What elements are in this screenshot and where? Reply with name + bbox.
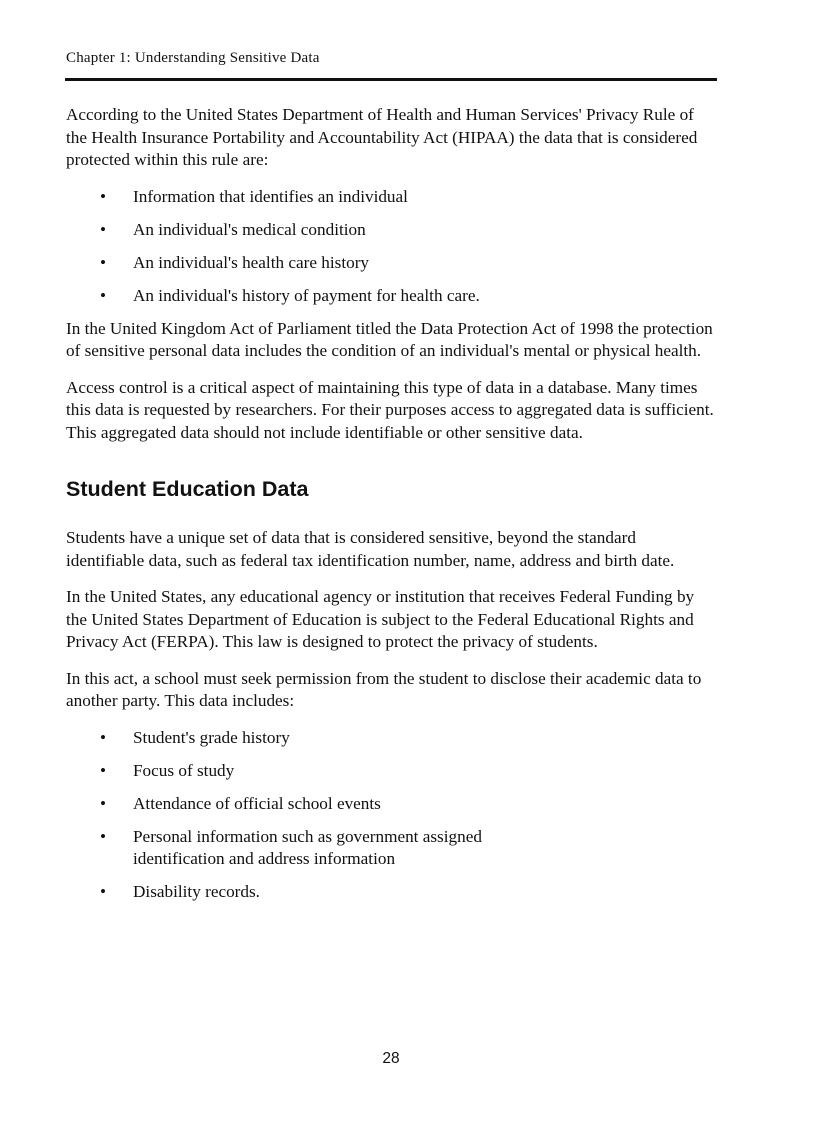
bullet-icon: • [100,760,107,780]
list-item-text: Focus of study [133,760,235,780]
list-item [66,760,718,783]
ferpa-paragraph: In the United States, any educational agency or institution that receives Federal Funding by the United States Department of Education is subject to the Federal Educational Rights and Privacy Act (FERPA). This law is designed to protect the privacy of students. [66,587,695,651]
list-item [66,285,718,308]
bullet-icon: • [100,882,107,901]
act-paragraph: In this act, a school must seek permission from the student to disclose their academic data to another party. This data includes: [66,668,702,710]
hipaa-intro-paragraph: According to the United States Department of Health and Human Services' Privacy Rule of the Health Insurance Portability and Accountability Act (HIPAA) the data that is considered protected within this rule are: [66,105,698,169]
hipaa-bullet-list [66,186,718,308]
list-item [66,219,718,242]
students-paragraph: Students have a unique set of data that is considered sensitive, beyond the standard identifiable data, such as federal tax identification number, name, address and birth date. [66,528,675,570]
list-item [66,252,718,275]
uk-act-paragraph: In the United Kingdom Act of Parliament titled the Data Protection Act of 1998 the protection of sensitive personal data includes the condition of an individual's mental or physical health. [66,318,713,360]
list-item [66,793,718,816]
list-item [66,826,718,871]
bullet-icon: • [100,826,107,846]
page-content [66,104,718,914]
bullet-icon: • [100,219,107,239]
section-heading: Student Education Data [66,477,309,501]
list-item-text: Student's grade history [133,727,290,747]
access-control-paragraph: Access control is a critical aspect of maintaining this type of data in a database. Many times this data is requested by researchers. For their purposes access to aggregated data is sufficient. This aggregated data should not include identifiable or other sensitive data. [66,377,714,442]
chapter-title: Chapter 1: Understanding Sensitive Data [66,50,320,66]
bullet-icon: • [100,793,107,813]
bullet-icon: • [100,252,107,272]
page-number: 28 [382,1050,400,1067]
list-item [66,727,718,750]
list-item-text: An individual's history of payment for health care. [133,285,480,305]
list-item-text: Information that identifies an individual [133,186,408,206]
bullet-icon: • [100,727,107,747]
bullet-icon: • [100,285,107,305]
list-item-text: Personal information such as government assigned identification and address information [133,826,482,868]
header-divider [65,78,717,81]
list-item-text: An individual's health care history [133,252,370,272]
list-item-text: Attendance of official school events [133,793,381,813]
bullet-icon: • [100,186,107,206]
list-item [66,881,718,904]
list-item-text: An individual's medical condition [133,219,366,239]
ferpa-bullet-list [66,727,718,904]
list-item-text: Disability records. [133,882,260,901]
list-item [66,186,718,209]
